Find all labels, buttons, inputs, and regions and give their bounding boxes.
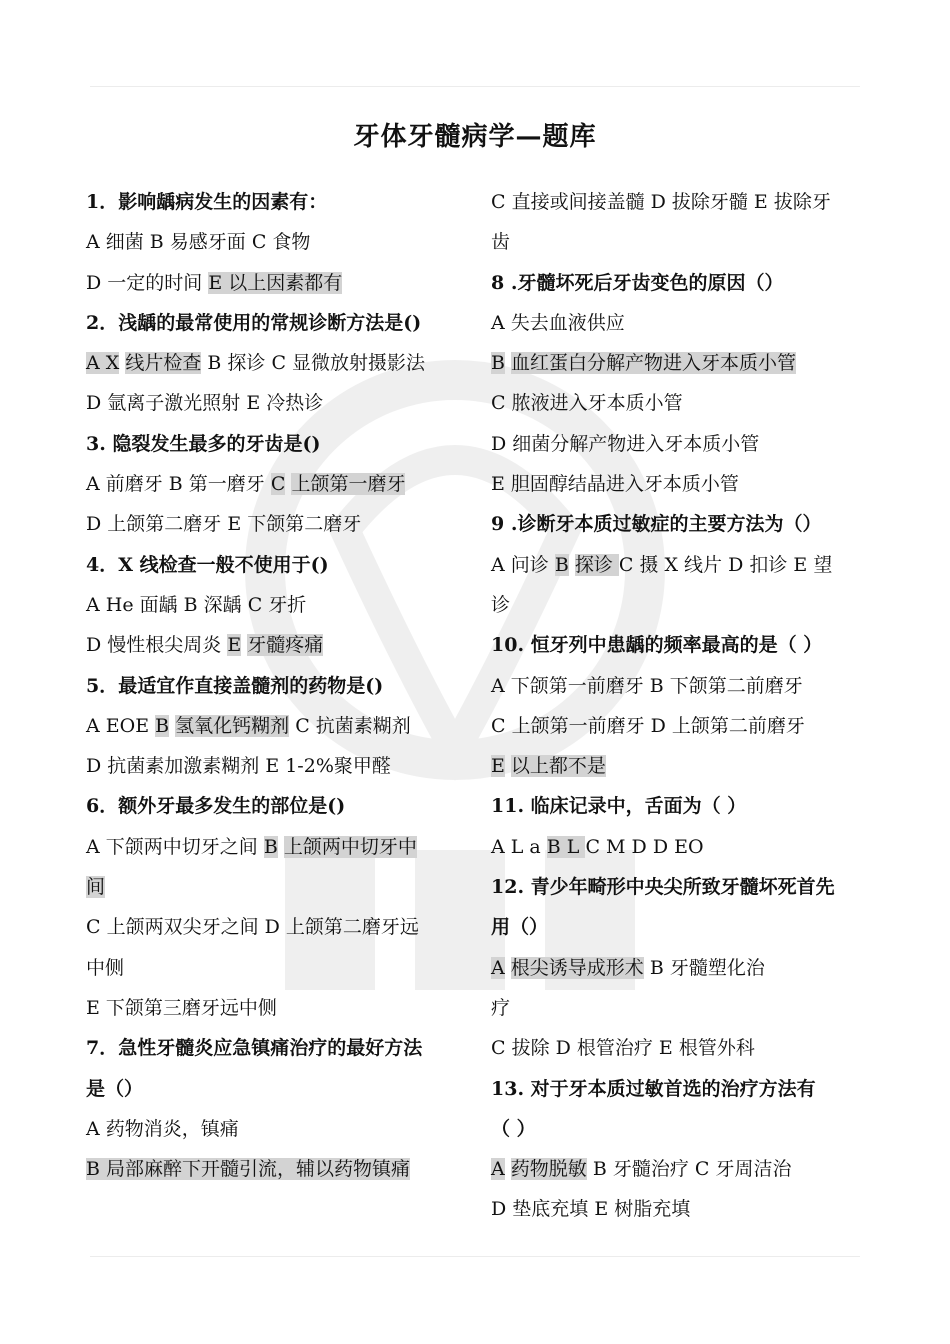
page-title: 牙体牙髓病学—题库 bbox=[353, 122, 597, 152]
text-segment: C 直接或间接盖髓 D 拔除牙髓 E 拔除牙 bbox=[491, 191, 831, 213]
text-segment: 5．最适宜作直接盖髓剂的药物是() bbox=[86, 674, 384, 697]
answer-highlight: B bbox=[491, 352, 505, 375]
left-question-line bbox=[86, 1069, 466, 1109]
text-segment: A He 面龋 B 深龋 C 牙折 bbox=[86, 593, 307, 616]
left-option-line bbox=[86, 867, 466, 907]
right-option-line bbox=[491, 182, 886, 222]
text-segment: D 上颌第二磨牙 E 下颌第二磨牙 bbox=[86, 513, 362, 536]
text-segment: 8 .牙髓坏死后牙齿变色的原因（） bbox=[491, 271, 784, 294]
left-option-line bbox=[86, 504, 466, 544]
text-segment: 中侧 bbox=[86, 956, 125, 979]
left-question-line bbox=[86, 303, 466, 343]
text-segment: D 细菌分解产物进入牙本质小管 bbox=[491, 432, 760, 455]
text-segment: 1．影响龋病发生的因素有： bbox=[86, 191, 328, 213]
answer-highlight: 上颌第一磨牙 bbox=[291, 473, 406, 496]
answer-highlight: B L bbox=[546, 835, 586, 858]
answer-highlight: 药物脱敏 bbox=[510, 1158, 587, 1181]
text-segment: D 一定的时间 bbox=[86, 271, 209, 294]
right-question-line bbox=[491, 867, 886, 907]
right-question-line bbox=[491, 907, 886, 947]
text-segment: B 牙髓治疗 C 牙周洁治 bbox=[586, 1158, 792, 1181]
text-segment: E 胆固醇结晶进入牙本质小管 bbox=[491, 473, 739, 496]
answer-highlight: A bbox=[491, 956, 505, 979]
text-segment: 用（） bbox=[491, 916, 549, 939]
right-question-line bbox=[491, 1069, 886, 1109]
text-segment: E 下颌第三磨牙远中侧 bbox=[86, 996, 277, 1019]
left-question-line bbox=[86, 182, 466, 222]
text-segment: A 细菌 B 易感牙面 C 食物 bbox=[86, 231, 311, 254]
left-question-line bbox=[86, 786, 466, 826]
text-segment: A 药物消炎，镇痛 bbox=[86, 1117, 239, 1140]
answer-highlight: E 以上因素都有 bbox=[208, 271, 343, 294]
left-option-line bbox=[86, 464, 466, 504]
text-segment: A EOE bbox=[86, 714, 156, 737]
left-question-line bbox=[86, 424, 466, 464]
answer-highlight: A X bbox=[86, 352, 120, 375]
text-segment: 12. 青少年畸形中央尖所致牙髓坏死首先 bbox=[491, 876, 835, 899]
left-option-line bbox=[86, 383, 466, 423]
text-segment: A 下颌第一前磨牙 B 下颌第二前磨牙 bbox=[491, 674, 803, 697]
text-segment: 2．浅龋的最常使用的常规诊断方法是() bbox=[86, 311, 422, 334]
left-question-line bbox=[86, 666, 466, 706]
text-segment bbox=[505, 755, 511, 777]
answer-highlight: 上颌两中切牙中 bbox=[283, 835, 417, 858]
right-option-line bbox=[491, 424, 886, 464]
text-segment: 诊 bbox=[491, 593, 511, 616]
right-question-line bbox=[491, 625, 886, 665]
text-segment bbox=[505, 1158, 511, 1180]
text-segment: D 垫底充填 E 树脂充填 bbox=[491, 1198, 691, 1221]
answer-highlight: B bbox=[155, 714, 170, 737]
top-divider bbox=[90, 86, 860, 87]
answer-highlight: 线片检查 bbox=[125, 352, 202, 375]
right-option-line bbox=[491, 948, 886, 988]
answer-highlight: A bbox=[491, 1158, 505, 1181]
text-segment: D 氩离子激光照射 E 冷热诊 bbox=[86, 392, 324, 415]
right-option-line bbox=[491, 666, 886, 706]
right-option-line bbox=[491, 383, 886, 423]
text-segment: 9 .诊断牙本质过敏症的主要方法为（） bbox=[491, 513, 822, 536]
right-option-line bbox=[491, 706, 886, 746]
text-segment: C 上颌两双尖牙之间 D 上颌第二磨牙远 bbox=[86, 916, 419, 939]
right-question-line bbox=[491, 1109, 886, 1149]
text-segment: D 抗菌素加激素糊剂 E 1-2%聚甲醛 bbox=[86, 755, 391, 778]
right-option-line bbox=[491, 1189, 886, 1229]
text-segment: A 问诊 bbox=[491, 553, 555, 576]
text-segment: B 探诊 C 显微放射摄影法 bbox=[201, 352, 426, 375]
text-segment: 4．X 线检查一般不使用于() bbox=[86, 553, 329, 576]
text-segment bbox=[278, 836, 284, 858]
right-option-line bbox=[491, 303, 886, 343]
right-option-line bbox=[491, 585, 886, 625]
text-segment: A 失去血液供应 bbox=[491, 311, 625, 334]
answer-highlight: B 局部麻醉下开髓引流，辅以药物镇痛 bbox=[86, 1158, 411, 1181]
text-segment: C 摄 X 线片 D 扣诊 E 望 bbox=[618, 553, 833, 576]
answer-highlight: 探诊 bbox=[574, 553, 619, 576]
text-segment: A L a bbox=[491, 835, 547, 858]
left-option-line bbox=[86, 988, 466, 1028]
answer-highlight: 牙髓疼痛 bbox=[247, 634, 324, 657]
text-segment: A 前磨牙 B 第一磨牙 bbox=[86, 473, 271, 496]
left-option-line bbox=[86, 625, 466, 665]
left-option-line bbox=[86, 222, 466, 262]
text-segment: （ ） bbox=[491, 1117, 536, 1140]
text-segment: C 脓液进入牙本质小管 bbox=[491, 392, 683, 415]
text-segment: 疗 bbox=[491, 996, 511, 1019]
answer-highlight: C bbox=[270, 473, 286, 496]
answer-highlight: B bbox=[263, 835, 278, 858]
text-segment: C 拔除 D 根管治疗 E 根管外科 bbox=[491, 1037, 755, 1060]
text-segment: D 慢性根尖周炎 bbox=[86, 634, 228, 657]
text-segment: C 抗菌素糊剂 bbox=[289, 714, 411, 737]
left-option-line bbox=[86, 907, 466, 947]
text-segment bbox=[569, 554, 575, 576]
left-option-line bbox=[86, 343, 466, 383]
left-option-line bbox=[86, 263, 466, 303]
answer-highlight: E bbox=[491, 755, 505, 778]
right-option-line bbox=[491, 1028, 886, 1068]
right-column bbox=[491, 182, 886, 1230]
right-option-line bbox=[491, 464, 886, 504]
left-question-line bbox=[86, 1028, 466, 1068]
answer-highlight: B bbox=[554, 553, 569, 576]
right-option-line bbox=[491, 1149, 886, 1189]
answer-highlight: 间 bbox=[86, 876, 106, 899]
right-question-line bbox=[491, 786, 886, 826]
left-question-line bbox=[86, 545, 466, 585]
right-option-line bbox=[491, 988, 886, 1028]
text-segment: 7．急性牙髓炎应急镇痛治疗的最好方法 bbox=[86, 1037, 423, 1060]
answer-highlight: 以上都不是 bbox=[510, 755, 606, 778]
right-option-line bbox=[491, 222, 886, 262]
left-option-line bbox=[86, 1109, 466, 1149]
left-option-line bbox=[86, 948, 466, 988]
text-segment: 是（） bbox=[86, 1077, 144, 1100]
text-segment: 10. 恒牙列中患龋的频率最高的是（ ） bbox=[491, 634, 823, 657]
text-segment: 11. 临床记录中，舌面为（ ） bbox=[491, 795, 747, 818]
answer-highlight: 氢氧化钙糊剂 bbox=[175, 714, 290, 737]
right-option-line bbox=[491, 343, 886, 383]
right-question-line bbox=[491, 504, 886, 544]
text-segment: 齿 bbox=[491, 231, 511, 254]
left-option-line bbox=[86, 1149, 466, 1189]
text-segment: 3. 隐裂发生最多的牙齿是() bbox=[86, 432, 321, 455]
answer-highlight: 根尖诱导成形术 bbox=[510, 956, 644, 979]
text-segment: A 下颌两中切牙之间 bbox=[86, 835, 264, 858]
answer-highlight: 血红蛋白分解产物进入牙本质小管 bbox=[511, 352, 797, 375]
text-segment: B 牙髓塑化治 bbox=[643, 956, 765, 979]
left-option-line bbox=[86, 706, 466, 746]
right-question-line bbox=[491, 263, 886, 303]
text-segment bbox=[505, 957, 511, 979]
text-segment: C 上颌第一前磨牙 D 上颌第二前磨牙 bbox=[491, 714, 805, 737]
left-column bbox=[86, 182, 466, 1189]
bottom-divider bbox=[90, 1256, 860, 1257]
right-option-line bbox=[491, 545, 886, 585]
right-option-line bbox=[491, 827, 886, 867]
left-option-line bbox=[86, 585, 466, 625]
text-segment: C M D D EO bbox=[585, 835, 704, 858]
answer-highlight: E bbox=[227, 634, 242, 657]
right-option-line bbox=[491, 746, 886, 786]
left-option-line bbox=[86, 746, 466, 786]
text-segment: 13. 对于牙本质过敏首选的治疗方法有 bbox=[491, 1077, 816, 1100]
text-segment: 6．额外牙最多发生的部位是() bbox=[86, 795, 346, 818]
left-option-line bbox=[86, 827, 466, 867]
